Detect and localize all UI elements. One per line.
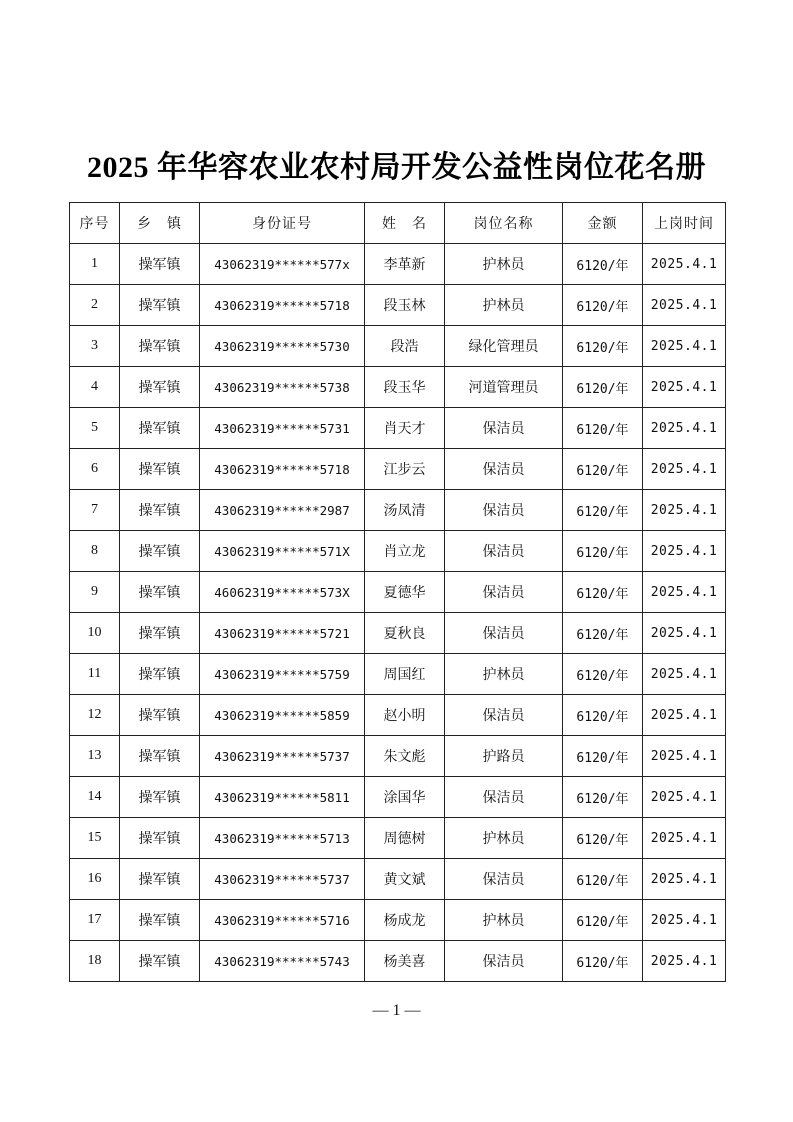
cell-seq: 2 — [70, 285, 120, 326]
cell-id-number: 46062319******573X — [200, 572, 365, 613]
cell-amount: 6120/年 — [563, 736, 643, 777]
cell-id-number: 43062319******5737 — [200, 859, 365, 900]
table-row — [70, 941, 726, 982]
cell-post: 保洁员 — [445, 531, 563, 572]
cell-start-date: 2025.4.1 — [643, 859, 726, 900]
page-number: — 1 — — [372, 1002, 421, 1019]
cell-town: 操军镇 — [120, 818, 200, 859]
cell-town: 操军镇 — [120, 244, 200, 285]
header-id-number: 身份证号 — [200, 203, 365, 244]
cell-name: 夏德华 — [365, 572, 445, 613]
cell-seq: 3 — [70, 326, 120, 367]
table-row — [70, 900, 726, 941]
cell-start-date: 2025.4.1 — [643, 777, 726, 818]
cell-post: 保洁员 — [445, 777, 563, 818]
cell-name: 江步云 — [365, 449, 445, 490]
table-row — [70, 859, 726, 900]
header-post: 岗位名称 — [445, 203, 563, 244]
cell-amount: 6120/年 — [563, 531, 643, 572]
cell-amount: 6120/年 — [563, 367, 643, 408]
cell-seq: 11 — [70, 654, 120, 695]
cell-amount: 6120/年 — [563, 818, 643, 859]
cell-start-date: 2025.4.1 — [643, 490, 726, 531]
cell-start-date: 2025.4.1 — [643, 326, 726, 367]
cell-id-number: 43062319******5737 — [200, 736, 365, 777]
cell-seq: 15 — [70, 818, 120, 859]
header-town: 乡 镇 — [120, 203, 200, 244]
table-row — [70, 408, 726, 449]
cell-post: 保洁员 — [445, 941, 563, 982]
cell-start-date: 2025.4.1 — [643, 531, 726, 572]
cell-name: 杨成龙 — [365, 900, 445, 941]
cell-seq: 6 — [70, 449, 120, 490]
cell-seq: 8 — [70, 531, 120, 572]
cell-name: 段玉华 — [365, 367, 445, 408]
cell-town: 操军镇 — [120, 695, 200, 736]
cell-start-date: 2025.4.1 — [643, 408, 726, 449]
table-row — [70, 613, 726, 654]
cell-name: 段浩 — [365, 326, 445, 367]
cell-post: 保洁员 — [445, 572, 563, 613]
cell-post: 绿化管理员 — [445, 326, 563, 367]
cell-seq: 12 — [70, 695, 120, 736]
cell-id-number: 43062319******2987 — [200, 490, 365, 531]
table-row — [70, 695, 726, 736]
cell-post: 护林员 — [445, 818, 563, 859]
cell-id-number: 43062319******5731 — [200, 408, 365, 449]
header-name: 姓 名 — [365, 203, 445, 244]
cell-town: 操军镇 — [120, 859, 200, 900]
page-title: 2025 年华容农业农村局开发公益性岗位花名册 — [87, 151, 706, 184]
cell-start-date: 2025.4.1 — [643, 818, 726, 859]
cell-seq: 9 — [70, 572, 120, 613]
cell-id-number: 43062319******5721 — [200, 613, 365, 654]
cell-town: 操军镇 — [120, 654, 200, 695]
cell-start-date: 2025.4.1 — [643, 572, 726, 613]
cell-name: 周德树 — [365, 818, 445, 859]
cell-amount: 6120/年 — [563, 490, 643, 531]
cell-id-number: 43062319******5718 — [200, 449, 365, 490]
cell-town: 操军镇 — [120, 777, 200, 818]
cell-start-date: 2025.4.1 — [643, 900, 726, 941]
table-row — [70, 449, 726, 490]
table-row — [70, 367, 726, 408]
cell-town: 操军镇 — [120, 285, 200, 326]
cell-amount: 6120/年 — [563, 572, 643, 613]
cell-name: 朱文彪 — [365, 736, 445, 777]
cell-id-number: 43062319******5743 — [200, 941, 365, 982]
cell-amount: 6120/年 — [563, 244, 643, 285]
cell-amount: 6120/年 — [563, 941, 643, 982]
cell-name: 李革新 — [365, 244, 445, 285]
cell-post: 保洁员 — [445, 408, 563, 449]
cell-name: 肖立龙 — [365, 531, 445, 572]
cell-id-number: 43062319******5759 — [200, 654, 365, 695]
cell-start-date: 2025.4.1 — [643, 654, 726, 695]
table-row — [70, 490, 726, 531]
cell-name: 赵小明 — [365, 695, 445, 736]
header-seq: 序号 — [70, 203, 120, 244]
cell-town: 操军镇 — [120, 449, 200, 490]
cell-id-number: 43062319******5738 — [200, 367, 365, 408]
cell-start-date: 2025.4.1 — [643, 244, 726, 285]
cell-start-date: 2025.4.1 — [643, 695, 726, 736]
cell-name: 段玉林 — [365, 285, 445, 326]
cell-seq: 1 — [70, 244, 120, 285]
table-row — [70, 736, 726, 777]
cell-post: 保洁员 — [445, 613, 563, 654]
table-row — [70, 285, 726, 326]
cell-id-number: 43062319******577x — [200, 244, 365, 285]
cell-post: 保洁员 — [445, 695, 563, 736]
cell-amount: 6120/年 — [563, 777, 643, 818]
cell-town: 操军镇 — [120, 736, 200, 777]
cell-id-number: 43062319******5859 — [200, 695, 365, 736]
cell-seq: 18 — [70, 941, 120, 982]
cell-name: 杨美喜 — [365, 941, 445, 982]
cell-town: 操军镇 — [120, 367, 200, 408]
table-row — [70, 326, 726, 367]
cell-start-date: 2025.4.1 — [643, 367, 726, 408]
cell-name: 涂国华 — [365, 777, 445, 818]
table-row — [70, 572, 726, 613]
table-row — [70, 531, 726, 572]
cell-amount: 6120/年 — [563, 326, 643, 367]
table-row — [70, 818, 726, 859]
cell-start-date: 2025.4.1 — [643, 941, 726, 982]
cell-town: 操军镇 — [120, 900, 200, 941]
cell-id-number: 43062319******5730 — [200, 326, 365, 367]
cell-town: 操军镇 — [120, 572, 200, 613]
cell-seq: 17 — [70, 900, 120, 941]
cell-seq: 13 — [70, 736, 120, 777]
cell-post: 护林员 — [445, 285, 563, 326]
cell-name: 周国红 — [365, 654, 445, 695]
cell-name: 黄文斌 — [365, 859, 445, 900]
cell-amount: 6120/年 — [563, 654, 643, 695]
cell-town: 操军镇 — [120, 941, 200, 982]
cell-amount: 6120/年 — [563, 285, 643, 326]
cell-seq: 10 — [70, 613, 120, 654]
roster-table — [69, 202, 726, 982]
cell-town: 操军镇 — [120, 326, 200, 367]
cell-id-number: 43062319******5811 — [200, 777, 365, 818]
cell-post: 护林员 — [445, 244, 563, 285]
cell-post: 保洁员 — [445, 449, 563, 490]
cell-post: 河道管理员 — [445, 367, 563, 408]
cell-post: 护林员 — [445, 654, 563, 695]
cell-seq: 7 — [70, 490, 120, 531]
cell-town: 操军镇 — [120, 490, 200, 531]
cell-start-date: 2025.4.1 — [643, 449, 726, 490]
cell-post: 护路员 — [445, 736, 563, 777]
header-amount: 金额 — [563, 203, 643, 244]
header-start-date: 上岗时间 — [643, 203, 726, 244]
cell-name: 汤凤清 — [365, 490, 445, 531]
cell-start-date: 2025.4.1 — [643, 736, 726, 777]
cell-amount: 6120/年 — [563, 900, 643, 941]
table-row — [70, 244, 726, 285]
table-body — [70, 244, 726, 982]
table-row — [70, 654, 726, 695]
cell-amount: 6120/年 — [563, 859, 643, 900]
cell-id-number: 43062319******5718 — [200, 285, 365, 326]
cell-post: 保洁员 — [445, 490, 563, 531]
cell-name: 肖天才 — [365, 408, 445, 449]
cell-town: 操军镇 — [120, 613, 200, 654]
cell-seq: 4 — [70, 367, 120, 408]
table-header-row — [70, 203, 726, 244]
cell-id-number: 43062319******571X — [200, 531, 365, 572]
cell-post: 护林员 — [445, 900, 563, 941]
cell-seq: 14 — [70, 777, 120, 818]
cell-id-number: 43062319******5713 — [200, 818, 365, 859]
cell-town: 操军镇 — [120, 531, 200, 572]
cell-name: 夏秋良 — [365, 613, 445, 654]
cell-start-date: 2025.4.1 — [643, 613, 726, 654]
cell-id-number: 43062319******5716 — [200, 900, 365, 941]
table-row — [70, 777, 726, 818]
cell-amount: 6120/年 — [563, 613, 643, 654]
cell-amount: 6120/年 — [563, 408, 643, 449]
cell-seq: 5 — [70, 408, 120, 449]
cell-town: 操军镇 — [120, 408, 200, 449]
cell-amount: 6120/年 — [563, 695, 643, 736]
cell-start-date: 2025.4.1 — [643, 285, 726, 326]
cell-amount: 6120/年 — [563, 449, 643, 490]
cell-seq: 16 — [70, 859, 120, 900]
cell-post: 保洁员 — [445, 859, 563, 900]
